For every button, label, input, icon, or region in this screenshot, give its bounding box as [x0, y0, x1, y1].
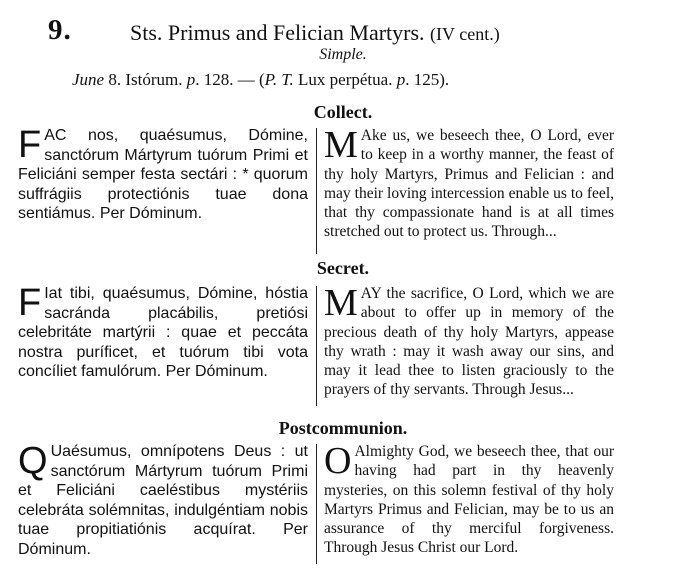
collect-english-initial: M: [324, 124, 358, 166]
postcommunion-english-initial: O: [324, 440, 352, 482]
feast-title: [130, 20, 500, 46]
ref-text-3: Lux perpétua.: [293, 70, 397, 89]
collect-english-text: Ake us, we beseech thee, O Lord, ever to keep in a worthy manner, the feast of thy holy Martyrs, Primus and Felician : and may their loving intercession enable us to feel, that thy compassionate hand is at all times stretched out to protect us. Through...: [324, 127, 614, 241]
feast-number: 9.: [48, 14, 72, 46]
ref-text-4: . 125).: [405, 70, 450, 89]
postcommunion-english: [324, 442, 614, 558]
ref-pt: P. T.: [264, 70, 294, 89]
postcommunion-latin-text: Uaésumus, omnípotens Deus : ut sanctórum Mártyrum tuórum Primi et Feliciáni caeléstibus mystériis celebráta solémnitas, indulgéntiam nobis tuae propitiatiónis acquírat. Per Dóminum.: [18, 443, 308, 558]
ref-p2: p: [396, 70, 406, 89]
secret-latin: [18, 284, 308, 382]
postcommunion-divider: [316, 444, 317, 564]
secret-english-text: AY the sacrifice, O Lord, which we are about to offer up in memory of the precious death of thy holy Martyrs, appease thy wrath : may it wash away our sins, and may it lead thee to listen graciously to the prayers of thy servants. Through Jesus...: [324, 285, 614, 399]
collect-divider: [316, 128, 317, 254]
collect-latin: [18, 126, 308, 224]
feast-rank: Simple.: [319, 46, 367, 63]
postcommunion-latin: [18, 442, 308, 559]
secret-latin-text: Iat tibi, quaésumus, Dómine, hóstia sacránda placábilis, pretiósi celebritáte martýrii : quae et peccáta nostra puríficet, et tuórum tibi vota concíliet famulórum. Per Dóminum.: [18, 285, 308, 380]
ref-p1: p: [186, 70, 196, 89]
ref-text-1: . Istórum.: [116, 70, 187, 89]
postcommunion-heading: Postcommunion.: [278, 418, 408, 438]
mass-reference: [72, 70, 449, 90]
secret-divider: [316, 286, 317, 406]
secret-latin-initial: F: [18, 282, 42, 324]
feast-header: [48, 14, 668, 48]
ref-day: 8: [108, 70, 117, 89]
secret-english: [324, 284, 614, 400]
postcommunion-english-text: Almighty God, we beseech thee, that our having had part in thy heavenly mysteries, on this solemn festival of thy holy Martyrs Primus and Felician, may be to us an assurance of thy merciful forgiveness. Through Jesus Christ our Lord.: [324, 443, 614, 557]
collect-latin-text: AC nos, quaésumus, Dómine, sanctórum Mártyrum tuórum Primi et Feliciáni semper festa sectári : * quorum suffrágiis protectiónis tuae dona sentiámus. Per Dóminum.: [18, 127, 308, 222]
secret-heading: Secret.: [316, 258, 370, 278]
secret-english-initial: M: [324, 282, 358, 324]
postcommunion-latin-initial: Q: [18, 440, 48, 482]
collect-latin-initial: F: [18, 124, 42, 166]
feast-name: Sts. Primus and Felician Martyrs.: [130, 20, 425, 45]
collect-heading: Collect.: [313, 102, 373, 122]
collect-english: [324, 126, 614, 242]
feast-century: (IV cent.): [430, 24, 500, 44]
ref-month: June: [72, 70, 105, 89]
ref-text-2: . 128. — (: [195, 70, 265, 89]
